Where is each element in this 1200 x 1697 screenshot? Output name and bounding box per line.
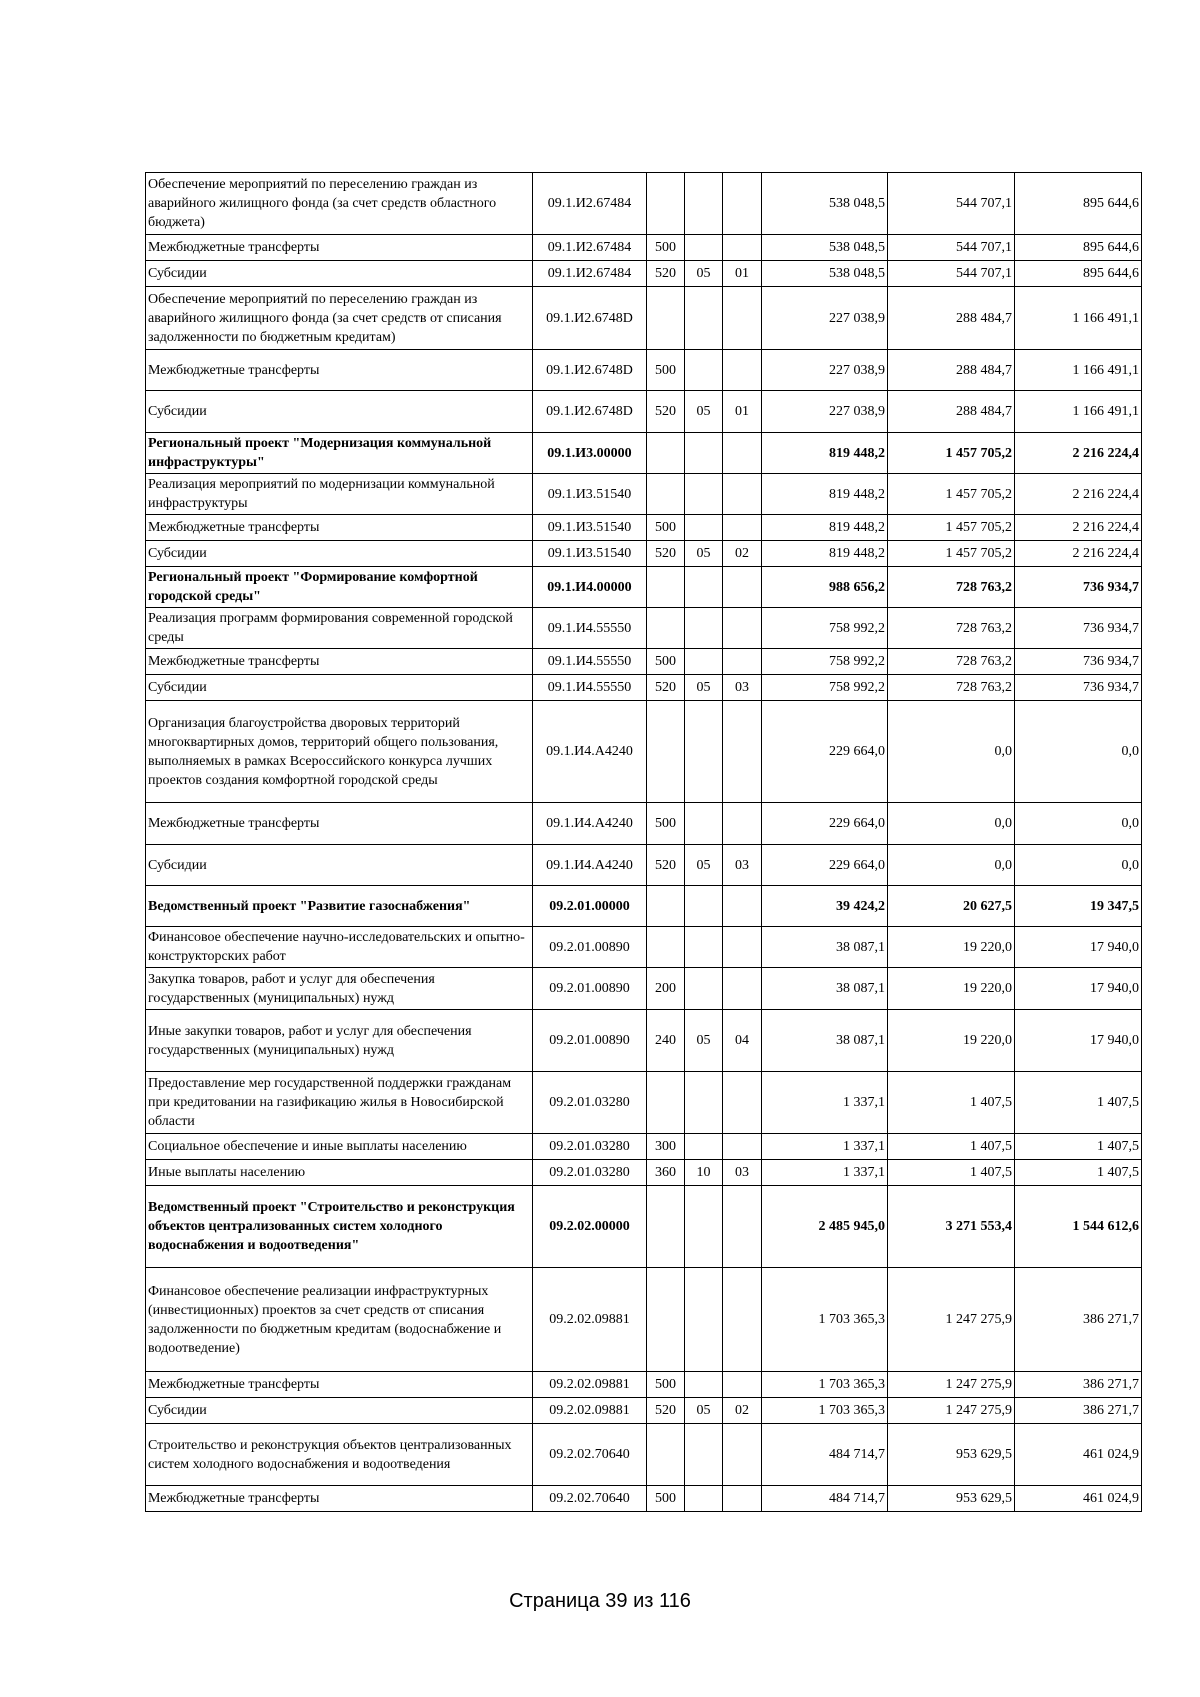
cell-amount-year-2: 1 247 275,9 bbox=[888, 1268, 1015, 1372]
cell-expense-type: 500 bbox=[647, 1486, 685, 1512]
cell-amount-year-3: 17 940,0 bbox=[1015, 927, 1142, 968]
cell-target-code: 09.1.И2.6748D bbox=[533, 391, 647, 433]
cell-expense-type bbox=[647, 567, 685, 608]
cell-subsection bbox=[723, 1186, 762, 1268]
table-row bbox=[146, 567, 1142, 608]
cell-target-code: 09.2.01.03280 bbox=[533, 1134, 647, 1160]
cell-section bbox=[685, 1186, 723, 1268]
cell-amount-year-1: 38 087,1 bbox=[762, 1010, 888, 1072]
cell-section: 05 bbox=[685, 261, 723, 287]
cell-name: Межбюджетные трансферты bbox=[146, 1486, 533, 1512]
cell-target-code: 09.1.И4.55550 bbox=[533, 608, 647, 649]
cell-amount-year-2: 728 763,2 bbox=[888, 567, 1015, 608]
table-row bbox=[146, 391, 1142, 433]
cell-subsection bbox=[723, 1072, 762, 1134]
cell-amount-year-2: 0,0 bbox=[888, 845, 1015, 886]
cell-name: Организация благоустройства дворовых территорий многоквартирных домов, территорий общего пользования, выполняемых в рамках Всероссийского конкурса лучших проектов создания комфортной городской среды bbox=[146, 701, 533, 803]
cell-name: Субсидии bbox=[146, 845, 533, 886]
cell-amount-year-3: 461 024,9 bbox=[1015, 1486, 1142, 1512]
cell-subsection bbox=[723, 474, 762, 515]
cell-expense-type: 520 bbox=[647, 541, 685, 567]
cell-subsection bbox=[723, 515, 762, 541]
cell-amount-year-2: 288 484,7 bbox=[888, 287, 1015, 350]
cell-name: Реализация мероприятий по модернизации коммунальной инфраструктуры bbox=[146, 474, 533, 515]
table-row bbox=[146, 608, 1142, 649]
cell-amount-year-3: 1 407,5 bbox=[1015, 1072, 1142, 1134]
cell-target-code: 09.1.И3.51540 bbox=[533, 474, 647, 515]
table-row bbox=[146, 350, 1142, 391]
cell-expense-type: 200 bbox=[647, 968, 685, 1010]
cell-amount-year-1: 538 048,5 bbox=[762, 235, 888, 261]
table-row bbox=[146, 1424, 1142, 1486]
table-row bbox=[146, 287, 1142, 350]
cell-expense-type: 500 bbox=[647, 515, 685, 541]
cell-target-code: 09.1.И2.6748D bbox=[533, 350, 647, 391]
cell-expense-type bbox=[647, 287, 685, 350]
cell-target-code: 09.2.01.00000 bbox=[533, 886, 647, 927]
cell-section bbox=[685, 474, 723, 515]
cell-amount-year-3: 1 166 491,1 bbox=[1015, 287, 1142, 350]
cell-target-code: 09.2.02.09881 bbox=[533, 1398, 647, 1424]
table-row bbox=[146, 649, 1142, 675]
cell-name: Иные выплаты населению bbox=[146, 1160, 533, 1186]
cell-amount-year-2: 1 457 705,2 bbox=[888, 541, 1015, 567]
cell-target-code: 09.1.И3.51540 bbox=[533, 541, 647, 567]
cell-target-code: 09.2.01.03280 bbox=[533, 1160, 647, 1186]
table-row bbox=[146, 1134, 1142, 1160]
cell-amount-year-2: 544 707,1 bbox=[888, 261, 1015, 287]
table-row bbox=[146, 1010, 1142, 1072]
cell-amount-year-1: 1 337,1 bbox=[762, 1160, 888, 1186]
cell-name: Обеспечение мероприятий по переселению граждан из аварийного жилищного фонда (за счет средств от списания задолженности по бюджетным кредитам) bbox=[146, 287, 533, 350]
cell-section bbox=[685, 1424, 723, 1486]
cell-subsection: 02 bbox=[723, 1398, 762, 1424]
cell-amount-year-3: 1 544 612,6 bbox=[1015, 1186, 1142, 1268]
cell-amount-year-1: 229 664,0 bbox=[762, 845, 888, 886]
cell-target-code: 09.1.И3.51540 bbox=[533, 515, 647, 541]
budget-table bbox=[145, 172, 1142, 1512]
cell-subsection: 01 bbox=[723, 391, 762, 433]
cell-amount-year-3: 2 216 224,4 bbox=[1015, 541, 1142, 567]
cell-amount-year-2: 3 271 553,4 bbox=[888, 1186, 1015, 1268]
table-row bbox=[146, 886, 1142, 927]
cell-amount-year-1: 39 424,2 bbox=[762, 886, 888, 927]
cell-amount-year-1: 538 048,5 bbox=[762, 261, 888, 287]
cell-expense-type: 500 bbox=[647, 649, 685, 675]
cell-amount-year-3: 19 347,5 bbox=[1015, 886, 1142, 927]
cell-subsection: 03 bbox=[723, 1160, 762, 1186]
cell-amount-year-2: 1 457 705,2 bbox=[888, 433, 1015, 474]
cell-name: Строительство и реконструкция объектов централизованных систем холодного водоснабжения и водоотведения bbox=[146, 1424, 533, 1486]
cell-amount-year-1: 988 656,2 bbox=[762, 567, 888, 608]
cell-amount-year-2: 953 629,5 bbox=[888, 1424, 1015, 1486]
cell-amount-year-3: 0,0 bbox=[1015, 803, 1142, 845]
cell-amount-year-1: 819 448,2 bbox=[762, 541, 888, 567]
cell-target-code: 09.2.01.00890 bbox=[533, 968, 647, 1010]
cell-amount-year-3: 2 216 224,4 bbox=[1015, 515, 1142, 541]
table-row bbox=[146, 1268, 1142, 1372]
cell-amount-year-1: 1 703 365,3 bbox=[762, 1398, 888, 1424]
cell-expense-type: 500 bbox=[647, 350, 685, 391]
cell-subsection bbox=[723, 287, 762, 350]
cell-amount-year-2: 544 707,1 bbox=[888, 173, 1015, 235]
cell-amount-year-2: 953 629,5 bbox=[888, 1486, 1015, 1512]
cell-expense-type: 520 bbox=[647, 1398, 685, 1424]
cell-target-code: 09.2.01.03280 bbox=[533, 1072, 647, 1134]
cell-amount-year-2: 1 247 275,9 bbox=[888, 1398, 1015, 1424]
table-row bbox=[146, 927, 1142, 968]
cell-amount-year-1: 758 992,2 bbox=[762, 649, 888, 675]
cell-section: 05 bbox=[685, 1010, 723, 1072]
cell-amount-year-3: 1 407,5 bbox=[1015, 1160, 1142, 1186]
cell-target-code: 09.1.И4.А4240 bbox=[533, 701, 647, 803]
cell-expense-type: 360 bbox=[647, 1160, 685, 1186]
cell-expense-type: 520 bbox=[647, 261, 685, 287]
cell-amount-year-2: 0,0 bbox=[888, 803, 1015, 845]
cell-amount-year-3: 736 934,7 bbox=[1015, 567, 1142, 608]
cell-section bbox=[685, 649, 723, 675]
cell-section bbox=[685, 1072, 723, 1134]
cell-target-code: 09.1.И4.А4240 bbox=[533, 803, 647, 845]
cell-amount-year-2: 288 484,7 bbox=[888, 391, 1015, 433]
cell-section bbox=[685, 608, 723, 649]
cell-name: Субсидии bbox=[146, 391, 533, 433]
cell-amount-year-2: 728 763,2 bbox=[888, 675, 1015, 701]
cell-expense-type: 500 bbox=[647, 803, 685, 845]
cell-name: Финансовое обеспечение реализации инфраструктурных (инвестиционных) проектов за счет средств от списания задолженности по бюджетным кредитам (водоснабжение и водоотведение) bbox=[146, 1268, 533, 1372]
cell-subsection bbox=[723, 173, 762, 235]
cell-expense-type bbox=[647, 608, 685, 649]
cell-subsection bbox=[723, 649, 762, 675]
cell-amount-year-1: 227 038,9 bbox=[762, 350, 888, 391]
cell-amount-year-2: 19 220,0 bbox=[888, 1010, 1015, 1072]
cell-expense-type: 520 bbox=[647, 391, 685, 433]
cell-subsection bbox=[723, 608, 762, 649]
cell-amount-year-1: 227 038,9 bbox=[762, 391, 888, 433]
cell-section: 05 bbox=[685, 541, 723, 567]
cell-amount-year-1: 819 448,2 bbox=[762, 433, 888, 474]
cell-amount-year-2: 288 484,7 bbox=[888, 350, 1015, 391]
cell-amount-year-2: 1 407,5 bbox=[888, 1160, 1015, 1186]
cell-subsection bbox=[723, 350, 762, 391]
cell-target-code: 09.2.02.00000 bbox=[533, 1186, 647, 1268]
cell-subsection: 01 bbox=[723, 261, 762, 287]
cell-amount-year-2: 544 707,1 bbox=[888, 235, 1015, 261]
table-row bbox=[146, 968, 1142, 1010]
cell-section bbox=[685, 968, 723, 1010]
cell-amount-year-1: 38 087,1 bbox=[762, 968, 888, 1010]
cell-amount-year-3: 1 166 491,1 bbox=[1015, 391, 1142, 433]
cell-amount-year-2: 1 247 275,9 bbox=[888, 1372, 1015, 1398]
cell-amount-year-2: 0,0 bbox=[888, 701, 1015, 803]
cell-expense-type bbox=[647, 1268, 685, 1372]
cell-amount-year-1: 229 664,0 bbox=[762, 803, 888, 845]
cell-section: 05 bbox=[685, 391, 723, 433]
table-row bbox=[146, 235, 1142, 261]
cell-name: Межбюджетные трансферты bbox=[146, 235, 533, 261]
cell-amount-year-3: 17 940,0 bbox=[1015, 968, 1142, 1010]
cell-amount-year-1: 819 448,2 bbox=[762, 515, 888, 541]
table-row bbox=[146, 261, 1142, 287]
cell-name: Субсидии bbox=[146, 541, 533, 567]
cell-target-code: 09.1.И2.67484 bbox=[533, 235, 647, 261]
cell-amount-year-3: 736 934,7 bbox=[1015, 608, 1142, 649]
cell-section bbox=[685, 701, 723, 803]
cell-subsection bbox=[723, 1486, 762, 1512]
table-row bbox=[146, 845, 1142, 886]
cell-target-code: 09.1.И4.00000 bbox=[533, 567, 647, 608]
cell-amount-year-1: 484 714,7 bbox=[762, 1486, 888, 1512]
cell-amount-year-2: 1 457 705,2 bbox=[888, 515, 1015, 541]
cell-section bbox=[685, 567, 723, 608]
cell-target-code: 09.2.02.09881 bbox=[533, 1372, 647, 1398]
cell-section bbox=[685, 235, 723, 261]
cell-amount-year-3: 1 166 491,1 bbox=[1015, 350, 1142, 391]
cell-amount-year-1: 1 703 365,3 bbox=[762, 1268, 888, 1372]
cell-target-code: 09.2.02.70640 bbox=[533, 1424, 647, 1486]
cell-section bbox=[685, 515, 723, 541]
cell-amount-year-1: 758 992,2 bbox=[762, 675, 888, 701]
cell-amount-year-1: 819 448,2 bbox=[762, 474, 888, 515]
cell-target-code: 09.2.01.00890 bbox=[533, 927, 647, 968]
cell-amount-year-3: 736 934,7 bbox=[1015, 649, 1142, 675]
cell-amount-year-3: 0,0 bbox=[1015, 845, 1142, 886]
table-row bbox=[146, 1072, 1142, 1134]
cell-amount-year-3: 1 407,5 bbox=[1015, 1134, 1142, 1160]
cell-subsection bbox=[723, 886, 762, 927]
cell-target-code: 09.2.02.70640 bbox=[533, 1486, 647, 1512]
cell-expense-type: 500 bbox=[647, 235, 685, 261]
cell-name: Субсидии bbox=[146, 675, 533, 701]
cell-expense-type bbox=[647, 1424, 685, 1486]
cell-target-code: 09.1.И4.55550 bbox=[533, 675, 647, 701]
table-row bbox=[146, 433, 1142, 474]
cell-amount-year-3: 461 024,9 bbox=[1015, 1424, 1142, 1486]
cell-amount-year-3: 386 271,7 bbox=[1015, 1268, 1142, 1372]
cell-name: Иные закупки товаров, работ и услуг для обеспечения государственных (муниципальных) нужд bbox=[146, 1010, 533, 1072]
cell-amount-year-1: 1 337,1 bbox=[762, 1134, 888, 1160]
cell-section: 05 bbox=[685, 675, 723, 701]
cell-expense-type bbox=[647, 173, 685, 235]
cell-section bbox=[685, 350, 723, 391]
cell-name: Реализация программ формирования современной городской среды bbox=[146, 608, 533, 649]
cell-name: Ведомственный проект "Строительство и реконструкция объектов централизованных систем холодного водоснабжения и водоотведения" bbox=[146, 1186, 533, 1268]
cell-amount-year-3: 386 271,7 bbox=[1015, 1372, 1142, 1398]
cell-target-code: 09.1.И2.67484 bbox=[533, 173, 647, 235]
cell-section bbox=[685, 886, 723, 927]
table-row bbox=[146, 515, 1142, 541]
cell-expense-type bbox=[647, 701, 685, 803]
table-row bbox=[146, 675, 1142, 701]
cell-amount-year-3: 895 644,6 bbox=[1015, 173, 1142, 235]
cell-section: 10 bbox=[685, 1160, 723, 1186]
cell-target-code: 09.2.01.00890 bbox=[533, 1010, 647, 1072]
cell-expense-type bbox=[647, 927, 685, 968]
cell-name: Субсидии bbox=[146, 261, 533, 287]
cell-expense-type bbox=[647, 474, 685, 515]
cell-expense-type: 520 bbox=[647, 675, 685, 701]
cell-amount-year-3: 736 934,7 bbox=[1015, 675, 1142, 701]
cell-target-code: 09.1.И2.6748D bbox=[533, 287, 647, 350]
cell-subsection bbox=[723, 701, 762, 803]
table-row bbox=[146, 173, 1142, 235]
table-row bbox=[146, 1398, 1142, 1424]
cell-subsection bbox=[723, 1424, 762, 1486]
table-row bbox=[146, 1486, 1142, 1512]
cell-amount-year-3: 2 216 224,4 bbox=[1015, 433, 1142, 474]
cell-amount-year-3: 386 271,7 bbox=[1015, 1398, 1142, 1424]
cell-name: Межбюджетные трансферты bbox=[146, 1372, 533, 1398]
cell-subsection bbox=[723, 1134, 762, 1160]
cell-section bbox=[685, 1268, 723, 1372]
table-row bbox=[146, 541, 1142, 567]
cell-section: 05 bbox=[685, 845, 723, 886]
cell-section bbox=[685, 1486, 723, 1512]
cell-name: Финансовое обеспечение научно-исследовательских и опытно-конструкторских работ bbox=[146, 927, 533, 968]
cell-target-code: 09.2.02.09881 bbox=[533, 1268, 647, 1372]
cell-amount-year-1: 1 337,1 bbox=[762, 1072, 888, 1134]
cell-amount-year-1: 227 038,9 bbox=[762, 287, 888, 350]
cell-name: Закупка товаров, работ и услуг для обеспечения государственных (муниципальных) нужд bbox=[146, 968, 533, 1010]
cell-subsection bbox=[723, 235, 762, 261]
cell-subsection: 03 bbox=[723, 675, 762, 701]
table-row bbox=[146, 474, 1142, 515]
table-body bbox=[146, 173, 1142, 1512]
cell-amount-year-3: 0,0 bbox=[1015, 701, 1142, 803]
cell-amount-year-3: 2 216 224,4 bbox=[1015, 474, 1142, 515]
cell-subsection bbox=[723, 433, 762, 474]
cell-target-code: 09.1.И2.67484 bbox=[533, 261, 647, 287]
cell-section bbox=[685, 803, 723, 845]
cell-expense-type bbox=[647, 433, 685, 474]
cell-name: Социальное обеспечение и иные выплаты населению bbox=[146, 1134, 533, 1160]
cell-section: 05 bbox=[685, 1398, 723, 1424]
cell-name: Ведомственный проект "Развитие газоснабжения" bbox=[146, 886, 533, 927]
cell-name: Межбюджетные трансферты bbox=[146, 515, 533, 541]
table-row bbox=[146, 803, 1142, 845]
cell-subsection bbox=[723, 927, 762, 968]
cell-amount-year-3: 895 644,6 bbox=[1015, 235, 1142, 261]
table-row bbox=[146, 701, 1142, 803]
cell-amount-year-3: 895 644,6 bbox=[1015, 261, 1142, 287]
cell-amount-year-2: 1 407,5 bbox=[888, 1134, 1015, 1160]
cell-expense-type bbox=[647, 1072, 685, 1134]
cell-expense-type bbox=[647, 886, 685, 927]
cell-name: Межбюджетные трансферты bbox=[146, 649, 533, 675]
cell-name: Межбюджетные трансферты bbox=[146, 803, 533, 845]
page-number: Страница 39 из 116 bbox=[509, 1590, 691, 1612]
cell-section bbox=[685, 287, 723, 350]
cell-subsection: 04 bbox=[723, 1010, 762, 1072]
cell-subsection bbox=[723, 803, 762, 845]
cell-name: Предоставление мер государственной поддержки гражданам при кредитовании на газификацию жилья в Новосибирской области bbox=[146, 1072, 533, 1134]
cell-amount-year-1: 758 992,2 bbox=[762, 608, 888, 649]
cell-amount-year-1: 38 087,1 bbox=[762, 927, 888, 968]
cell-subsection bbox=[723, 968, 762, 1010]
table-row bbox=[146, 1186, 1142, 1268]
cell-amount-year-2: 1 457 705,2 bbox=[888, 474, 1015, 515]
cell-section bbox=[685, 927, 723, 968]
cell-amount-year-1: 1 703 365,3 bbox=[762, 1372, 888, 1398]
cell-amount-year-3: 17 940,0 bbox=[1015, 1010, 1142, 1072]
cell-subsection bbox=[723, 1268, 762, 1372]
cell-name: Обеспечение мероприятий по переселению граждан из аварийного жилищного фонда (за счет средств областного бюджета) bbox=[146, 173, 533, 235]
cell-amount-year-2: 19 220,0 bbox=[888, 968, 1015, 1010]
cell-expense-type: 240 bbox=[647, 1010, 685, 1072]
cell-target-code: 09.1.И4.55550 bbox=[533, 649, 647, 675]
cell-target-code: 09.1.И3.00000 bbox=[533, 433, 647, 474]
cell-target-code: 09.1.И4.А4240 bbox=[533, 845, 647, 886]
cell-subsection bbox=[723, 1372, 762, 1398]
cell-section bbox=[685, 1134, 723, 1160]
cell-amount-year-2: 728 763,2 bbox=[888, 649, 1015, 675]
cell-amount-year-1: 538 048,5 bbox=[762, 173, 888, 235]
cell-subsection bbox=[723, 567, 762, 608]
cell-amount-year-2: 20 627,5 bbox=[888, 886, 1015, 927]
cell-amount-year-2: 728 763,2 bbox=[888, 608, 1015, 649]
cell-amount-year-2: 1 407,5 bbox=[888, 1072, 1015, 1134]
cell-name: Региональный проект "Модернизация коммунальной инфраструктуры" bbox=[146, 433, 533, 474]
cell-expense-type: 300 bbox=[647, 1134, 685, 1160]
cell-section bbox=[685, 433, 723, 474]
cell-amount-year-1: 2 485 945,0 bbox=[762, 1186, 888, 1268]
cell-amount-year-1: 229 664,0 bbox=[762, 701, 888, 803]
cell-name: Субсидии bbox=[146, 1398, 533, 1424]
cell-expense-type bbox=[647, 1186, 685, 1268]
cell-subsection: 03 bbox=[723, 845, 762, 886]
cell-amount-year-1: 484 714,7 bbox=[762, 1424, 888, 1486]
cell-subsection: 02 bbox=[723, 541, 762, 567]
table-row bbox=[146, 1160, 1142, 1186]
cell-expense-type: 520 bbox=[647, 845, 685, 886]
cell-section bbox=[685, 173, 723, 235]
cell-expense-type: 500 bbox=[647, 1372, 685, 1398]
cell-name: Межбюджетные трансферты bbox=[146, 350, 533, 391]
cell-name: Региональный проект "Формирование комфортной городской среды" bbox=[146, 567, 533, 608]
cell-section bbox=[685, 1372, 723, 1398]
table-row bbox=[146, 1372, 1142, 1398]
cell-amount-year-2: 19 220,0 bbox=[888, 927, 1015, 968]
